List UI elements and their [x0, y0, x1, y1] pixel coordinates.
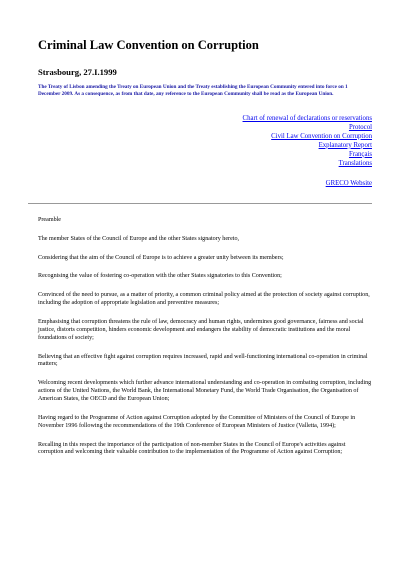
lisbon-notice: The Treaty of Lisbon amending the Treaty on European Union and the Treaty establishing the European Community entered into force on 1 December 2009. As a consequence, as from that date, any reference to the European Community shall be read as the European Union.	[38, 84, 348, 98]
link-francais[interactable]: Français	[348, 150, 372, 158]
link-civil-law-convention[interactable]: Civil Law Convention on Corruption	[271, 132, 372, 140]
preamble-body	[38, 217, 372, 468]
paragraph: The member States of the Council of Europe and the other States signatory hereto,	[38, 235, 240, 242]
paragraph: Having regard to the Programme of Action against Corruption adopted by the Committee of Ministers of the Council of Europe in November 1996 following the recommendations of the 19th Conference of European Ministers of Justice (Valletta, 1994);	[38, 414, 356, 429]
paragraph: Recognising the value of fostering co-operation with the other States signatories to this Convention;	[38, 273, 282, 280]
paragraph: Recalling in this respect the importance of the participation of non-member States in the Council of Europe's activities against corruption and welcoming their valuable contribution to the implementation of the Programme of Action against Corruption;	[38, 441, 346, 456]
place-date: Strasbourg, 27.I.1999	[38, 67, 117, 77]
preamble-heading: Preamble	[38, 217, 62, 223]
paragraph: Believing that an effective fight against corruption requires increased, rapid and well-functioning international co-operation in criminal matters;	[38, 353, 368, 368]
link-explanatory-report[interactable]: Explanatory Report	[318, 141, 372, 149]
paragraph: Welcoming recent developments which further advance international understanding and co-operation in combating corruption, including actions of the United Nations, the World Bank, the International Monetary Fund, the World Trade Organisation, the Organisation of American States, the OECD and the European Union;	[38, 380, 372, 403]
link-greco-website[interactable]: GRECO Website	[325, 180, 372, 187]
paragraph: Considering that the aim of the Council of Europe is to achieve a greater unity between its members;	[38, 254, 284, 261]
divider	[28, 203, 372, 204]
page-title: Criminal Law Convention on Corruption	[38, 38, 259, 52]
link-protocol[interactable]: Protocol	[348, 123, 372, 131]
link-chart-renewal[interactable]: Chart of renewal of declarations or reservations	[242, 115, 372, 122]
related-links	[243, 115, 372, 168]
greco-link-wrap	[326, 180, 372, 187]
paragraph: Emphasising that corruption threatens the rule of law, democracy and human rights, undermines good governance, fairness and social justice, distorts competition, hinders economic development and endangers the stability of democratic institutions and the moral foundations of society;	[38, 318, 364, 341]
link-translations[interactable]: Translations	[338, 159, 372, 167]
paragraph: Convinced of the need to pursue, as a matter of priority, a common criminal policy aimed at the protection of society against corruption, including the adoption of appropriate legislation and preventive measures;	[38, 292, 370, 307]
